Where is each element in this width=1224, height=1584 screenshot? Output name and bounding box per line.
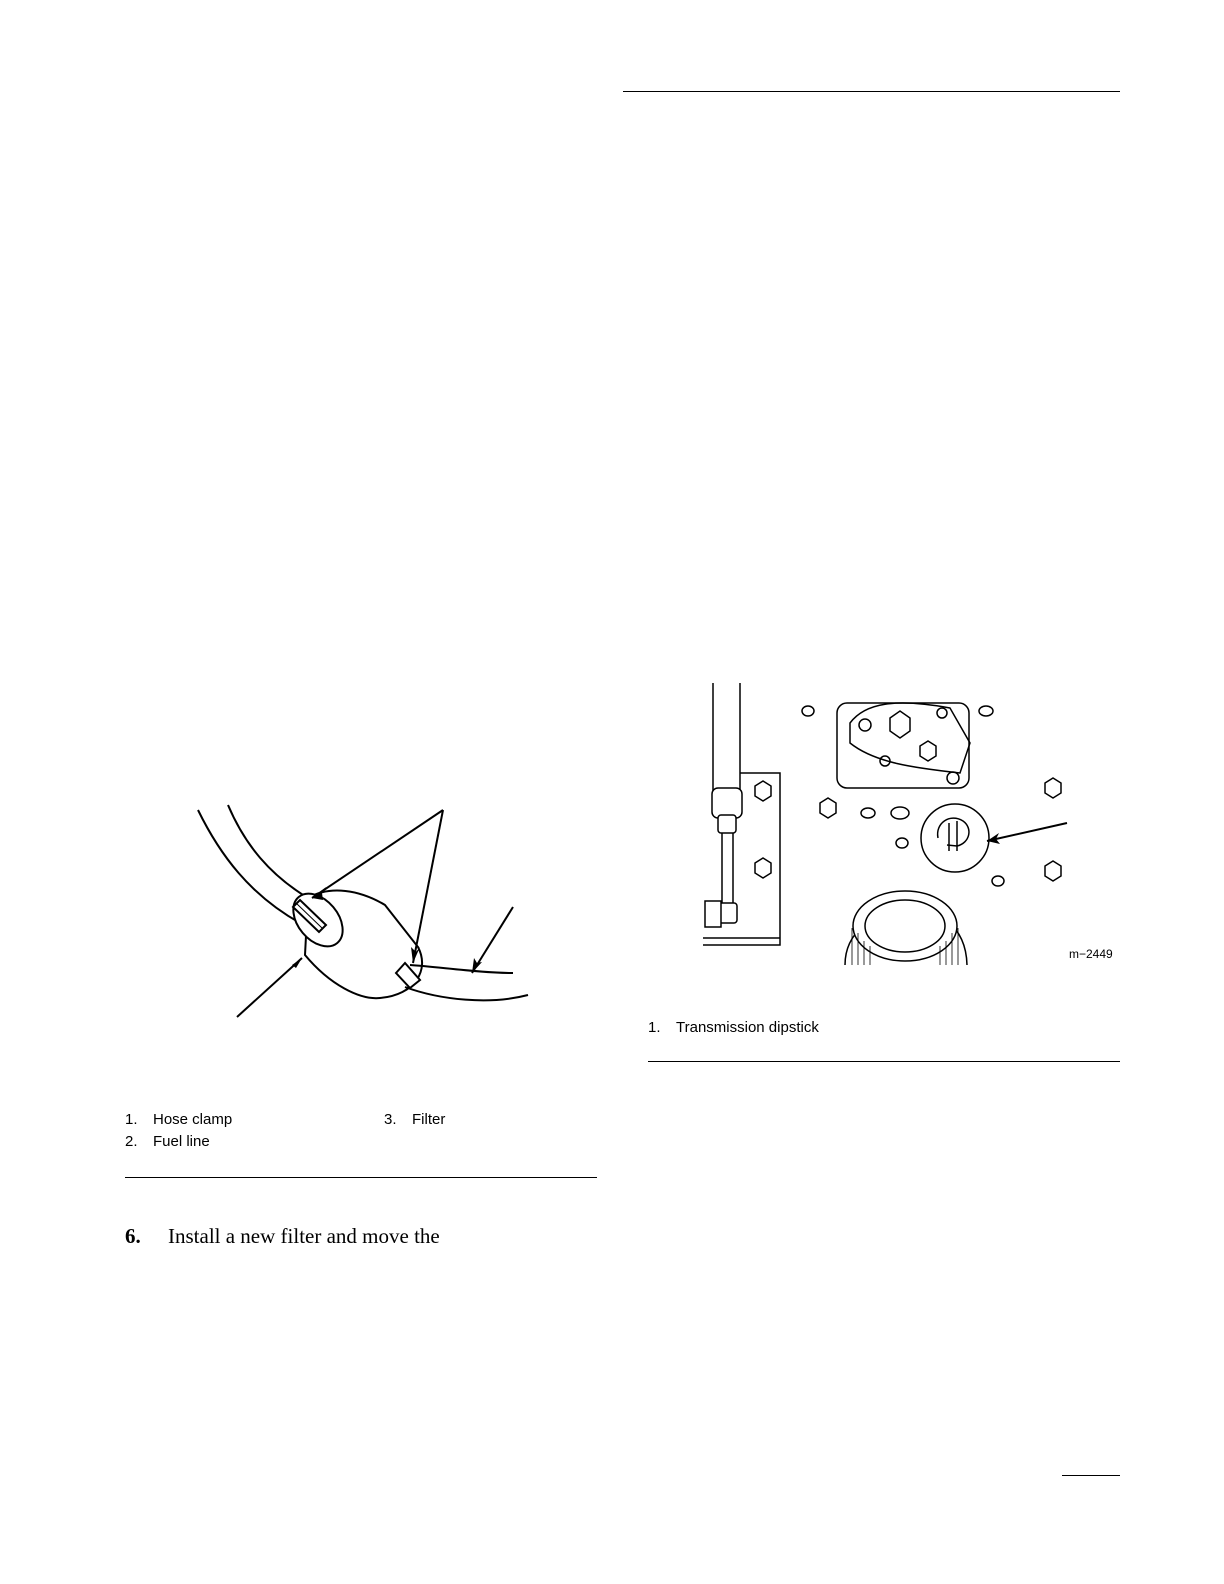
top-rule	[623, 91, 1120, 92]
legend-row	[125, 1131, 525, 1153]
legend-number: 2.	[125, 1133, 138, 1150]
step-number: 6.	[125, 1224, 141, 1248]
fuel-filter-illustration	[180, 795, 540, 1030]
figure-code: m−2449	[1069, 947, 1113, 961]
step-6	[125, 1224, 440, 1249]
right-figure-bottom-rule	[648, 1061, 1120, 1062]
legend-row	[125, 1109, 525, 1131]
legend-label: Hose clamp	[153, 1111, 233, 1128]
footer-rule	[1062, 1475, 1120, 1476]
step-text: Install a new filter and move the	[168, 1224, 440, 1248]
transmission-dipstick-illustration	[695, 683, 1125, 968]
legend-label: Filter	[412, 1111, 446, 1128]
legend-number: 1.	[125, 1111, 138, 1128]
legend-label: Fuel line	[153, 1133, 210, 1150]
left-figure-bottom-rule	[125, 1177, 597, 1178]
legend-label: Transmission dipstick	[676, 1019, 819, 1036]
legend-row	[648, 1017, 819, 1039]
legend-row	[384, 1109, 445, 1131]
transmission-legend	[648, 1017, 819, 1039]
fuel-filter-legend	[125, 1109, 525, 1153]
legend-number: 1.	[648, 1019, 661, 1036]
legend-number: 3.	[384, 1111, 397, 1128]
